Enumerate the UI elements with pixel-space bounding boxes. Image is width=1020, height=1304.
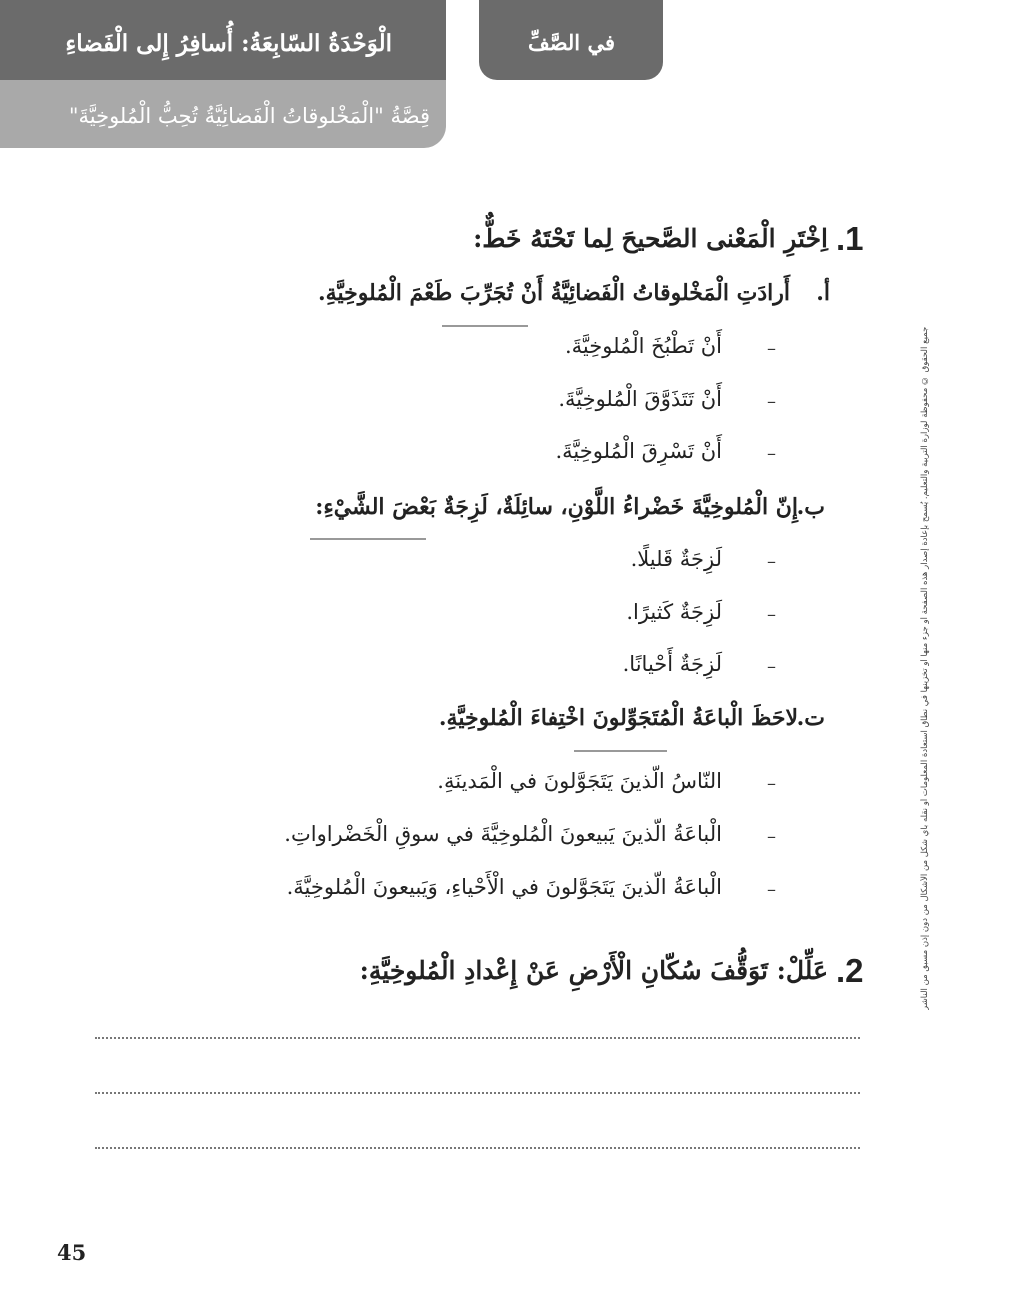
unit-title: الْوَحْدَةُ السّابِعَةُ: أُسافِرُ إِلى الْفَضاءِ [65,30,392,57]
item-b-option-2: لَزِجَةٌ كَثيرًا. [626,600,722,624]
item-t-option-3: الْباعَةُ الّذينَ يَتَجَوَّلونَ في الْأَحْياءِ، وَيَبيعونَ الْمُلوخِيَّةَ. [286,875,722,899]
question-2-number: .2 [836,952,864,989]
item-a-option-1: أَنْ تَطْبُخَ الْمُلوخِيَّةَ. [565,334,722,358]
option-marker: – [767,879,776,900]
item-b-option-3: لَزِجَةٌ أَحْيانًا. [622,652,722,676]
item-t-option-1: النّاسُ الّذينَ يَتَجَوَّلونَ في الْمَدينَةِ. [437,769,722,793]
item-b-letter: ب. [796,494,825,520]
option-marker: – [767,656,776,677]
question-1-number: .1 [836,220,864,257]
item-a-letter: أ. [816,280,830,306]
item-t-sentence: لاحَظَ الْباعَةُ الْمُتَجَوِّلونَ اخْتِفاءَ الْمُلوخِيَّةِ. [438,705,798,731]
item-b-sentence: إِنّ الْمُلوخِيَّةَ خَضْراءُ اللَّوْنِ، سائِلَةٌ، لَزِجَةٌ بَعْضَ الشَّيْءِ: [315,494,798,520]
option-marker: – [767,391,776,412]
option-marker: – [767,604,776,625]
item-t-underline [574,750,667,752]
item-t-option-2: الْباعَةُ الّذينَ يَبيعونَ الْمُلوخِيَّةَ في سوقِ الْخَضْراواتِ. [284,822,722,846]
option-marker: – [767,338,776,359]
answer-line-1[interactable] [95,1037,860,1039]
answer-line-2[interactable] [95,1092,860,1094]
item-a-option-3: أَنْ تَسْرِقَ الْمُلوخِيَّةَ. [555,439,722,463]
answer-line-3[interactable] [95,1147,860,1149]
option-marker: – [767,551,776,572]
question-2-text: عَلِّلْ: تَوَقُّفَ سُكّانِ الْأَرْضِ عَنْ إِعْدادِ الْمُلوخِيَّةِ: [359,956,828,985]
option-marker: – [767,773,776,794]
option-marker: – [767,826,776,847]
item-a-option-2: أَنْ تَتَذَوَّقَ الْمُلوخِيَّةَ. [558,387,722,411]
page-number: 45 [57,1240,87,1265]
item-b-option-1: لَزِجَةٌ قَليلًا. [630,547,722,571]
item-a-underline [442,325,528,327]
story-title: قِصَّةُ "الْمَخْلوقاتُ الْفَضائِيَّةُ تُحِبُّ الْمُلوخِيَّةَ" [68,104,430,128]
option-marker: – [767,443,776,464]
item-b-underline [310,538,426,540]
tab-label: في الصَّفِّ [527,30,615,55]
question-1-text: اِخْتَرِ الْمَعْنى الصَّحيحَ لِما تَحْتَهُ خَطٌّ: [473,224,828,253]
copyright-note: جميع الحقوق © محفوظة لوزارة التربية والتعليم. يُسمح بإعادة إصدار هذه الصفحة أو جزء منها أو تخزينها في نطاق استعادة المعلومات أو نقله بأي شكل من الأشكال من دون إذن مسبق من الناشر [920,326,930,1010]
item-t-letter: ت. [796,705,825,731]
item-a-sentence: أَرادَتِ الْمَخْلوقاتُ الْفَضائِيَّةُ أَنْ تُجَرِّبَ طَعْمَ الْمُلوخِيَّةِ. [318,280,790,306]
